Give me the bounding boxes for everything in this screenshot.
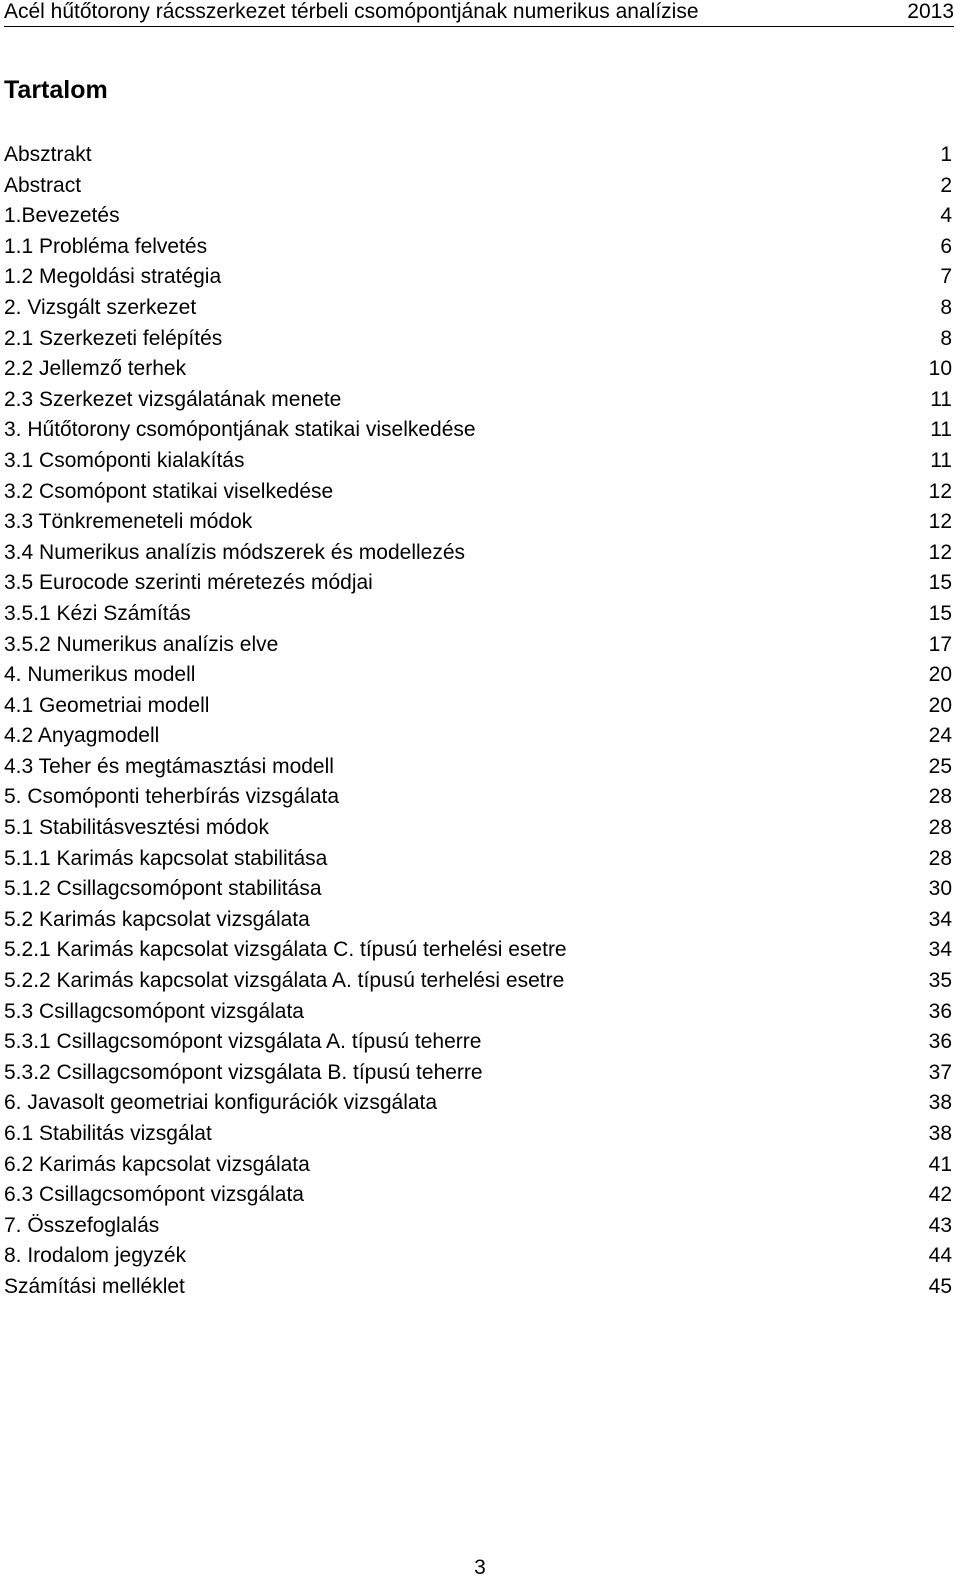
page-number: 3 bbox=[474, 1556, 486, 1579]
toc-entry-title: 4.2 Anyagmodell bbox=[4, 724, 160, 748]
toc-entry[interactable] bbox=[4, 262, 952, 293]
toc-entry[interactable] bbox=[4, 293, 952, 324]
toc-entry-page: 35 bbox=[928, 969, 952, 993]
toc-entry-title: 3.5.2 Numerikus analízis elve bbox=[4, 632, 279, 656]
toc-entry-title: 5.1 Stabilitásvesztési módok bbox=[4, 816, 269, 840]
toc-entry[interactable] bbox=[4, 813, 952, 844]
toc-entry-page: 11 bbox=[930, 448, 952, 472]
toc-entry[interactable] bbox=[4, 1272, 952, 1303]
toc-entry-title: 3.1 Csomóponti kialakítás bbox=[4, 448, 245, 472]
toc-entry[interactable] bbox=[4, 1027, 952, 1058]
toc-entry-page: 6 bbox=[940, 234, 952, 258]
toc-entry-title: 1.Bevezetés bbox=[4, 204, 120, 228]
toc-entry[interactable] bbox=[4, 1058, 952, 1089]
toc-entry[interactable] bbox=[4, 997, 952, 1028]
toc-entry-title: 4.3 Teher és megtámasztási modell bbox=[4, 754, 334, 778]
toc-entry[interactable] bbox=[4, 1088, 952, 1119]
toc-entry-page: 2 bbox=[940, 173, 952, 197]
toc-entry[interactable] bbox=[4, 782, 952, 813]
toc-entry-page: 30 bbox=[928, 877, 952, 901]
toc-entry[interactable] bbox=[4, 140, 952, 171]
toc-entry-page: 20 bbox=[928, 693, 952, 717]
toc-entry-title: 4. Numerikus modell bbox=[4, 663, 196, 687]
toc-entry-title: 3.5 Eurocode szerinti méretezés módjai bbox=[4, 571, 373, 595]
toc-entry-title: 3.2 Csomópont statikai viselkedése bbox=[4, 479, 334, 503]
toc-entry-title: 5.1.2 Csillagcsomópont stabilitása bbox=[4, 877, 322, 901]
toc-entry-title: 6. Javasolt geometriai konfigurációk vizsgálata bbox=[4, 1091, 438, 1115]
toc-entry-title: 2. Vizsgált szerkezet bbox=[4, 295, 197, 319]
toc-entry-page: 15 bbox=[928, 571, 952, 595]
toc-entry-page: 10 bbox=[928, 357, 952, 381]
toc-entry[interactable] bbox=[4, 1211, 952, 1242]
toc-heading: Tartalom bbox=[4, 76, 108, 104]
toc-entry-title: 5.1.1 Karimás kapcsolat stabilitása bbox=[4, 846, 328, 870]
toc-entry[interactable] bbox=[4, 568, 952, 599]
toc-entry-title: 1.1 Probléma felvetés bbox=[4, 234, 208, 258]
toc-entry-page: 43 bbox=[928, 1213, 952, 1237]
toc-entry-page: 28 bbox=[928, 785, 952, 809]
toc-entry-title: 8. Irodalom jegyzék bbox=[4, 1244, 187, 1268]
toc-entry[interactable] bbox=[4, 966, 952, 997]
toc-entry-page: 24 bbox=[928, 724, 952, 748]
toc-entry-page: 42 bbox=[928, 1183, 952, 1207]
toc-entry-page: 36 bbox=[928, 999, 952, 1023]
toc-entry-title: 6.2 Karimás kapcsolat vizsgálata bbox=[4, 1152, 310, 1176]
toc-entry-page: 17 bbox=[928, 632, 952, 656]
toc-entry-title: 3.4 Numerikus analízis módszerek és modellezés bbox=[4, 540, 466, 564]
toc-entry-title: 5.2 Karimás kapcsolat vizsgálata bbox=[4, 907, 310, 931]
toc-entry-page: 25 bbox=[928, 754, 952, 778]
toc-entry-page: 4 bbox=[940, 204, 952, 228]
toc-entry-page: 28 bbox=[928, 816, 952, 840]
toc-entry-title: 4.1 Geometriai modell bbox=[4, 693, 210, 717]
toc-entry-title: 6.1 Stabilitás vizsgálat bbox=[4, 1122, 212, 1145]
toc-entry-title: 3.3 Tönkremeneteli módok bbox=[4, 510, 253, 534]
toc-entry[interactable] bbox=[4, 599, 952, 630]
toc-entry-page: 34 bbox=[928, 907, 952, 931]
toc-entry[interactable] bbox=[4, 201, 952, 232]
toc-entry-page: 1 bbox=[940, 143, 952, 166]
toc-entry-page: 12 bbox=[928, 510, 952, 534]
toc-entry-page: 34 bbox=[928, 938, 952, 962]
toc-entry-title: 2.1 Szerkezeti felépítés bbox=[4, 326, 223, 350]
toc-entry-page: 20 bbox=[928, 663, 952, 687]
toc-entry-title: 5.3 Csillagcsomópont vizsgálata bbox=[4, 999, 304, 1023]
toc-entry-page: 45 bbox=[928, 1274, 952, 1298]
toc-entry-page: 41 bbox=[928, 1152, 952, 1176]
toc-entry-title: 5.3.1 Csillagcsomópont vizsgálata A. típusú teherre bbox=[4, 1030, 482, 1054]
toc-entry-page: 15 bbox=[928, 601, 952, 625]
toc-entry-page: 11 bbox=[930, 387, 952, 411]
toc-entry[interactable] bbox=[4, 415, 952, 446]
toc-entry[interactable] bbox=[4, 385, 952, 416]
toc-entry[interactable] bbox=[4, 354, 952, 385]
toc-entry-title: 5.2.1 Karimás kapcsolat vizsgálata C. típusú terhelési esetre bbox=[4, 938, 567, 962]
toc-entry-page: 7 bbox=[940, 265, 952, 289]
toc-entry-title: 2.3 Szerkezet vizsgálatának menete bbox=[4, 387, 342, 411]
header-year: 2013 bbox=[907, 0, 954, 23]
running-header bbox=[4, 0, 954, 27]
toc-entry-title: 5.3.2 Csillagcsomópont vizsgálata B. típusú teherre bbox=[4, 1060, 483, 1084]
toc-entry[interactable] bbox=[4, 324, 952, 355]
toc-entry-title: Absztrakt bbox=[4, 143, 92, 166]
toc-entry[interactable] bbox=[4, 874, 952, 905]
header-title: Acél hűtőtorony rácsszerkezet térbeli csomópontjának numerikus analízise bbox=[4, 0, 699, 23]
toc-entry-title: Abstract bbox=[4, 173, 82, 197]
toc-entry[interactable] bbox=[4, 477, 952, 508]
toc-entry-title: Számítási melléklet bbox=[4, 1274, 185, 1298]
toc-list bbox=[4, 140, 952, 1303]
toc-entry-page: 11 bbox=[930, 418, 952, 442]
toc-entry[interactable] bbox=[4, 844, 952, 875]
toc-entry-title: 1.2 Megoldási stratégia bbox=[4, 265, 222, 289]
toc-entry-title: 5. Csomóponti teherbírás vizsgálata bbox=[4, 785, 340, 809]
toc-entry-title: 2.2 Jellemző terhek bbox=[4, 357, 187, 381]
toc-entry-title: 7. Összefoglalás bbox=[4, 1213, 160, 1237]
toc-entry-page: 38 bbox=[928, 1122, 952, 1145]
toc-entry-title: 6.3 Csillagcsomópont vizsgálata bbox=[4, 1183, 304, 1207]
toc-entry-title: 3.5.1 Kézi Számítás bbox=[4, 601, 191, 625]
toc-entry-page: 28 bbox=[928, 846, 952, 870]
toc-entry[interactable] bbox=[4, 507, 952, 538]
toc-entry[interactable] bbox=[4, 691, 952, 722]
toc-entry[interactable] bbox=[4, 1119, 952, 1150]
toc-entry-page: 12 bbox=[928, 479, 952, 503]
toc-entry-title: 3. Hűtőtorony csomópontjának statikai viselkedése bbox=[4, 418, 476, 442]
toc-entry-page: 12 bbox=[928, 540, 952, 564]
toc-entry[interactable] bbox=[4, 630, 952, 661]
toc-entry-page: 8 bbox=[940, 295, 952, 319]
toc-entry[interactable] bbox=[4, 232, 952, 263]
toc-entry[interactable] bbox=[4, 171, 952, 202]
toc-entry-page: 38 bbox=[928, 1091, 952, 1115]
toc-entry[interactable] bbox=[4, 935, 952, 966]
toc-entry[interactable] bbox=[4, 1150, 952, 1181]
toc-entry-page: 36 bbox=[928, 1030, 952, 1054]
toc-entry[interactable] bbox=[4, 1241, 952, 1272]
toc-entry-page: 8 bbox=[940, 326, 952, 350]
toc-entry[interactable] bbox=[4, 721, 952, 752]
toc-entry[interactable] bbox=[4, 905, 952, 936]
toc-entry-title: 5.2.2 Karimás kapcsolat vizsgálata A. típusú terhelési esetre bbox=[4, 969, 565, 993]
toc-entry-page: 44 bbox=[928, 1244, 952, 1268]
toc-entry-page: 37 bbox=[928, 1060, 952, 1084]
toc-entry[interactable] bbox=[4, 1180, 952, 1211]
toc-entry[interactable] bbox=[4, 660, 952, 691]
toc-entry[interactable] bbox=[4, 752, 952, 783]
toc-entry[interactable] bbox=[4, 446, 952, 477]
toc-entry[interactable] bbox=[4, 538, 952, 569]
